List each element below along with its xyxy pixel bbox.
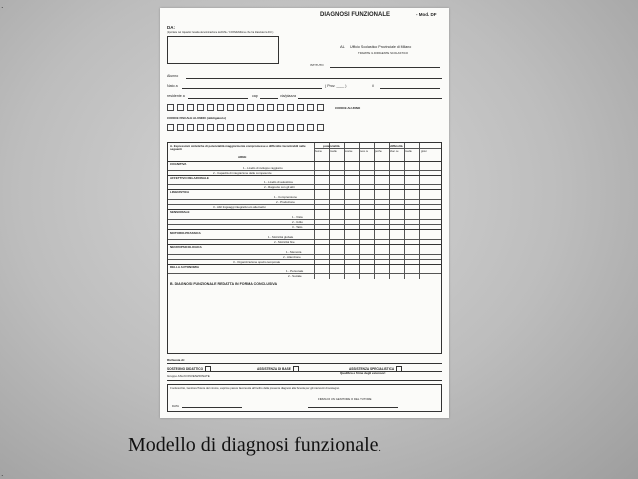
area-item: 2 - Capacità di integrazione delle competenze bbox=[213, 171, 272, 175]
istituto-label: ISTITUTO bbox=[310, 63, 324, 67]
col-header: scarse bbox=[345, 150, 353, 153]
addressee-name: Ufficio Scolastico Provinciale di Milano bbox=[350, 45, 412, 49]
header-rule bbox=[314, 148, 441, 149]
area-item: 2 - Motricità fine bbox=[274, 240, 295, 244]
codice-fiscale-label: CODICE FISCALE ALUNNO (obbligatorio) bbox=[167, 116, 227, 120]
data-line bbox=[182, 407, 242, 408]
cap-line bbox=[260, 98, 278, 99]
area-item: 3 - Organizzazione spazio temporale bbox=[233, 260, 281, 264]
area-item: 1 - Personale bbox=[286, 269, 304, 273]
row-rule bbox=[168, 170, 441, 171]
alunno-line bbox=[186, 78, 442, 79]
caption-trailing: . bbox=[378, 443, 381, 453]
potenzialita-header: potenzialità bbox=[323, 144, 340, 148]
area-name: LINGUISTICA bbox=[170, 190, 190, 194]
section-a: A. Espressioni sintetiche di potenzialità maggiormente compromesse e difficoltà riscontrabili nelle seguenti bbox=[170, 144, 306, 152]
sostegno-label: SOSTEGNO DIDATTICO bbox=[167, 366, 211, 372]
area-name: DELLA AUTONOMIA bbox=[170, 265, 200, 269]
area-item: 2 - Produzione bbox=[276, 200, 295, 204]
consent-box bbox=[167, 384, 442, 412]
aree-label: AREE bbox=[238, 155, 247, 159]
area-rule bbox=[168, 229, 441, 230]
gruppo-label: Gruppo ASL/CONVENZIONATE bbox=[167, 374, 210, 378]
area-name: AFFETTIVO RELAZIONALE bbox=[170, 176, 209, 180]
nato-label: Nato a bbox=[167, 84, 178, 88]
corner-mark-top: . bbox=[1, 0, 4, 10]
row-rule bbox=[168, 254, 441, 255]
residente-label: residente a bbox=[167, 94, 185, 98]
areas-table bbox=[167, 142, 442, 354]
diagnosis-form-image bbox=[160, 8, 449, 418]
area-item: 1 - Motricità globale bbox=[268, 235, 294, 239]
codice-fiscale-boxes bbox=[167, 104, 337, 112]
header-bottom-rule bbox=[168, 161, 441, 162]
da-label: DA: bbox=[167, 25, 175, 30]
col-header: diver. se bbox=[390, 151, 399, 153]
area-item: 1 - Livello di sviluppo raggiunto bbox=[243, 166, 283, 170]
area-item: 2 - Sociale bbox=[288, 274, 302, 278]
col-header: buone bbox=[315, 150, 322, 153]
sender-box bbox=[167, 36, 279, 64]
area-name: MOTORIO-PRASSICA bbox=[170, 231, 201, 235]
caption-text: Modello di diagnosi funzionale bbox=[128, 434, 379, 456]
col-header: ness. te bbox=[360, 151, 369, 153]
date-line bbox=[380, 88, 440, 89]
section-b-box bbox=[168, 279, 441, 353]
prov-label: ( Prov. ____ ) bbox=[325, 84, 347, 88]
form-model: - Mod. DF bbox=[416, 12, 437, 17]
row-rule bbox=[168, 224, 441, 225]
col-header: gravi bbox=[421, 150, 427, 153]
alunno-label: Alunno bbox=[167, 74, 179, 78]
row-rule bbox=[168, 259, 441, 260]
residente-line bbox=[188, 98, 248, 99]
area-item: 1 - Comprensione bbox=[274, 195, 297, 199]
form-title: DIAGNOSI FUNZIONALE bbox=[320, 12, 390, 18]
area-item: 2 - Rapporto con gli altri bbox=[264, 185, 295, 189]
area-item: 3 - Tatto bbox=[292, 225, 303, 229]
cap-label: cap bbox=[252, 94, 258, 98]
via-label: via/piazza bbox=[280, 94, 296, 98]
area-name: SENSORIALE bbox=[170, 210, 190, 214]
area-rule bbox=[168, 244, 441, 245]
area-rule bbox=[168, 189, 441, 190]
row-rule bbox=[168, 184, 441, 185]
il-label: il bbox=[372, 84, 374, 88]
richiesta-label: Richiesta di: bbox=[167, 358, 185, 362]
assistenza-base-checkbox[interactable] bbox=[293, 366, 299, 372]
row-rule bbox=[168, 204, 441, 205]
area-rule bbox=[168, 175, 441, 176]
data-label: DATA bbox=[172, 404, 180, 408]
area-item: 1 - Livello di autostima bbox=[264, 180, 293, 184]
col-header: medie bbox=[405, 150, 412, 153]
col-header: medie bbox=[330, 150, 337, 153]
addressee-via: TRAMITE IL DIRIGENTE SCOLASTICO bbox=[358, 51, 409, 55]
qualifica-label: Qualifica e firme degli estensori bbox=[340, 371, 386, 375]
row-rule bbox=[168, 273, 441, 274]
difficolta-header: difficoltà bbox=[390, 144, 403, 148]
codice-fiscale-boxes-2 bbox=[167, 124, 347, 132]
istituto-line bbox=[330, 67, 440, 68]
area-item: 1 - Memoria bbox=[286, 250, 302, 254]
area-item: 2 - Udito bbox=[292, 220, 303, 224]
area-name: NEUROPSICOLOGICA bbox=[170, 245, 202, 249]
firma-label: FIRMA DI UN GENITORE O DEL TUTORE bbox=[318, 397, 372, 401]
nato-line bbox=[182, 88, 322, 89]
col-header: poche bbox=[375, 150, 382, 153]
codice-alunno-label: CODICE ALUNNO bbox=[335, 106, 361, 110]
row-rule bbox=[168, 219, 441, 220]
da-note: (riportare nel riquadro l'esatta denominazione dell'ASL / CONVENZione che ha rilasciato la D.F.) bbox=[167, 31, 274, 34]
area-item: 2 - Attenzione bbox=[283, 255, 301, 259]
area-name: COGNITIVA bbox=[170, 162, 187, 166]
request-row bbox=[167, 363, 442, 372]
via-line bbox=[298, 98, 442, 99]
sostegno-checkbox[interactable] bbox=[205, 366, 211, 372]
row-rule bbox=[168, 199, 441, 200]
area-rule bbox=[168, 264, 441, 265]
row-rule bbox=[168, 239, 441, 240]
slide-caption bbox=[128, 434, 381, 457]
area-item: 3 - Altri linguaggi integrativi e/o alternativi bbox=[213, 205, 266, 209]
assistenza-spec-checkbox[interactable] bbox=[396, 366, 402, 372]
area-item: 1 - Vista bbox=[292, 215, 303, 219]
assistenza-base-label: ASSISTENZA DI BASE bbox=[257, 366, 299, 372]
assistenza-spec-label: ASSISTENZA SPECIALISTICA bbox=[349, 366, 402, 372]
firma-line bbox=[308, 407, 398, 408]
section-b: B. DIAGNOSI FUNZIONALE REDATTA IN FORMA CONCLUSIVA bbox=[170, 282, 278, 286]
area-rule bbox=[168, 209, 441, 210]
addressee-prefix: AL bbox=[340, 44, 345, 49]
corner-mark-bottom: . bbox=[1, 468, 4, 478]
consent-text: Il sottoscritto, Genitore/Tutore del minore, esprime parere favorevole all'inoltro della presente diagnosi alla Scuola per gli interventi di sostegno. bbox=[170, 387, 340, 390]
separator bbox=[167, 380, 442, 381]
